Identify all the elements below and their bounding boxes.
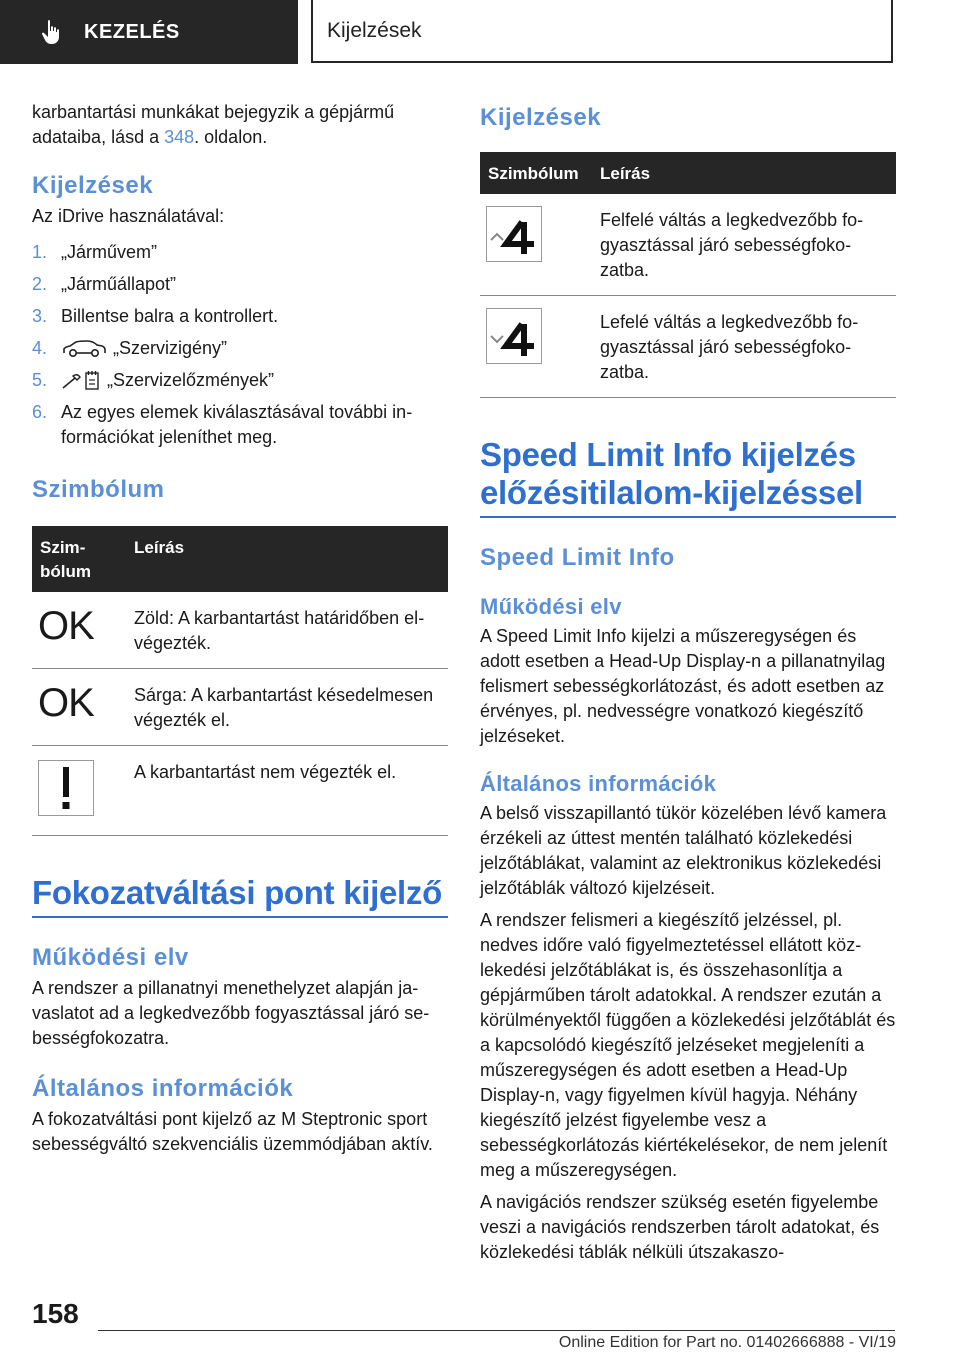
list-item: [32, 272, 448, 297]
speed-heading-block: [480, 436, 896, 518]
step-number: 5.: [32, 370, 48, 390]
speed-limit-heading: Speed Limit Info kijelzés előzésitilalom-kijelzéssel: [480, 436, 863, 511]
mukodesi-text-left: A rendszer a pillanatnyi menethelyzet alapján javaslatot ad a legkedvezőbb fogyasztással járó sebességfokozatra.: [32, 978, 430, 1048]
column-header-symbol: Szimbólum: [32, 526, 126, 592]
list-item: [32, 336, 448, 361]
table-header-row: [32, 526, 448, 592]
gear-shift-table: [480, 152, 896, 398]
table-row: [480, 296, 896, 398]
service-history-icon: [61, 370, 101, 392]
step-number: 2.: [32, 274, 48, 294]
step-text: Billentse balra a kontrollert.: [61, 306, 279, 326]
altalanos-text-3: A navigációs rendszer szükség esetén figyelembe veszi a navigációs rendszerben tárolt adatokat, és közlekedési táblák nélküli útszakaszo-: [480, 1192, 880, 1262]
gear-down-4-icon: [486, 308, 542, 364]
intro-suffix: . oldalon.: [194, 127, 268, 147]
step-number: 4.: [32, 338, 48, 358]
mukodesi-text-right: A Speed Limit Info kijelzi a műszeregységen és adott esetben a Head-Up Display-n a pillanatnyilag felismert sebességkorlátozást, és adott esetben az érvényes, pl. nedvességre vonatkozó kiegészítő jelzéseket.: [480, 626, 886, 746]
altalanos-text-2: A rendszer felismeri a kiegészítő jelzéssel, pl. nedves időre való figyelmeztetéssel ellátott közlekedési jelzőtáblákat is, és összehasonlítja a gépjárműben tárolt adatokkal. A rendszer ezután a körülményektől függően a közlekedési jelzőtáblát és a kapcsolódó kiegészítő jelzéseket megjeleníti a műszeregységen és adott esetben a Head-Up Display-n, vagy figyelmen kívül hagyja. Néhány kiegészítő jelzést figyelembe vesz a sebességkorlátozás kiértékelésekor, de nem jelenít meg a műszeregységen.: [480, 910, 896, 1180]
description-cell: Lefelé váltás a legkedvezőbb fogyasztással járó sebességfokozatba.: [592, 296, 896, 398]
intro-text: karbantartási munkákat bejegyzik a gépjármű adataiba, lásd a: [32, 102, 395, 147]
step-text: „Járműállapot”: [61, 274, 177, 294]
table-row: [32, 592, 448, 669]
step-text: „Szervizigény”: [113, 338, 228, 358]
description-cell: Sárga: A karbantartást késedelmesen végezték el.: [126, 669, 448, 746]
ok-green-icon: OK: [38, 604, 94, 648]
exclamation-icon: [38, 760, 94, 816]
ok-yellow-icon: OK: [38, 681, 94, 725]
step-text: „Szervizelőzmények”: [107, 370, 275, 390]
section-tab[interactable]: [0, 0, 298, 64]
table-header-row: [480, 152, 896, 194]
idrive-text: Az iDrive használatával:: [32, 206, 225, 226]
step-number: 3.: [32, 306, 48, 326]
symbol-cell: [480, 296, 592, 398]
altalanos-heading-left: Általános információk: [32, 1075, 294, 1102]
list-item: [32, 304, 448, 329]
maintenance-symbol-table: [32, 526, 448, 836]
fokozat-heading-block: [32, 874, 448, 918]
table-row: [32, 746, 448, 836]
column-header-description: Leírás: [126, 526, 448, 592]
step-number: 1.: [32, 242, 48, 262]
symbol-cell: [32, 592, 126, 669]
section-tab-label: KEZELÉS: [84, 20, 180, 43]
car-icon: [61, 339, 107, 359]
step-number: 6.: [32, 402, 48, 422]
sli-heading: Speed Limit Info: [480, 544, 675, 571]
edition-text: Online Edition for Part no. 01402666888 - VI/19: [558, 1334, 896, 1351]
column-header-description: Leírás: [592, 152, 896, 194]
szimbolum-heading: Szimbólum: [32, 476, 165, 503]
hand-pointer-icon: [40, 19, 64, 45]
right-column: [480, 96, 896, 1265]
altalanos-text-1: A belső visszapillantó tükör közelében lévő kamera érzékeli az úttest mentén található közlekedési jelzőtáblákat, valamint az elektronikus közlekedési jelzőtáblák változó kijelzéseit.: [480, 803, 887, 898]
page-link[interactable]: 348: [164, 127, 195, 147]
description-cell: A karbantartást nem végezték el.: [126, 746, 448, 836]
table-row: [480, 194, 896, 296]
page-header: [0, 0, 960, 66]
kijelzesek-heading-right: Kijelzések: [480, 104, 602, 131]
intro-paragraph: [32, 100, 448, 150]
description-cell: Zöld: A karbantartást határidőben elvégezték.: [126, 592, 448, 669]
kijelzesek-heading: Kijelzések: [32, 172, 154, 199]
symbol-cell: [480, 194, 592, 296]
section-title-box: [311, 0, 893, 63]
symbol-cell: [32, 669, 126, 746]
footer-divider: [98, 1330, 895, 1331]
step-text: „Járművem”: [61, 242, 158, 262]
mukodesi-heading-right: Működési elv: [480, 594, 622, 619]
symbol-cell: [32, 746, 126, 836]
list-item: [32, 400, 448, 450]
steps-list: [32, 240, 448, 450]
altalanos-heading-right: Általános információk: [480, 771, 717, 796]
table-row: [32, 669, 448, 746]
description-cell: Felfelé váltás a legkedvezőbb fogyasztással járó sebességfokozatba.: [592, 194, 896, 296]
left-column: [32, 96, 448, 1157]
fokozat-heading: Fokozatváltási pont kijelző: [32, 874, 442, 911]
gear-up-4-icon: [486, 206, 542, 262]
list-item: [32, 240, 448, 265]
step-text: Az egyes elemek kiválasztásával további információkat jeleníthet meg.: [61, 402, 413, 447]
section-title: Kijelzések: [327, 18, 422, 42]
altalanos-text-left: A fokozatváltási pont kijelző az M Steptronic sport sebességváltó szekvenciális üzemmódjában aktív.: [32, 1109, 433, 1154]
column-header-symbol: Szimbólum: [480, 152, 592, 194]
page-number: 158: [32, 1298, 79, 1329]
list-item: [32, 368, 448, 393]
mukodesi-heading-left: Működési elv: [32, 944, 189, 971]
